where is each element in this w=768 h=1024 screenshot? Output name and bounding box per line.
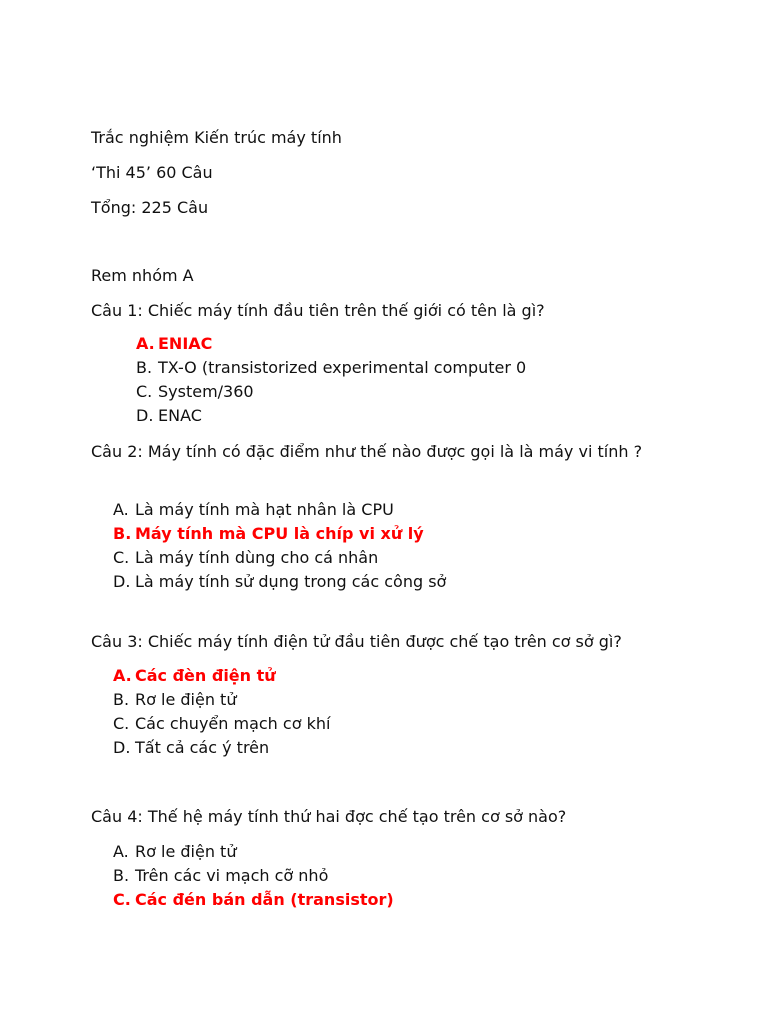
option-letter: A. [113, 666, 132, 685]
option-text: Tất cả các ý trên [135, 738, 270, 757]
option-2c [113, 546, 446, 570]
option-1c [136, 380, 526, 404]
question-2: Câu 2: Máy tính có đặc điểm như thế nào được gọi là là máy vi tính ? [91, 442, 643, 461]
question-3: Câu 3: Chiếc máy tính điện tử đầu tiên được chế tạo trên cơ sở gì? [91, 632, 622, 651]
option-4a [113, 840, 394, 864]
option-letter: C. [113, 890, 131, 909]
option-text: TX-O (transistorized experimental computer 0 [158, 358, 527, 377]
question-2-options [113, 498, 446, 594]
option-letter: C. [136, 382, 153, 401]
option-letter: D. [136, 406, 154, 425]
option-text: ENAC [158, 406, 202, 425]
option-text: Máy tính mà CPU là chíp vi xử lý [135, 524, 424, 543]
option-letter: B. [113, 524, 132, 543]
option-text: Các đèn điện tử [135, 666, 276, 685]
option-letter: A. [136, 334, 155, 353]
option-letter: B. [113, 690, 130, 709]
option-letter: A. [113, 842, 129, 861]
exam-info: ‘Thi 45’ 60 Câu [91, 163, 213, 182]
option-2a [113, 498, 446, 522]
option-1d [136, 404, 526, 428]
option-2b [113, 522, 446, 546]
option-text: Các chuyển mạch cơ khí [135, 714, 331, 733]
option-letter: B. [113, 866, 130, 885]
option-1a [136, 332, 526, 356]
option-letter: C. [113, 548, 130, 567]
option-letter: A. [113, 500, 129, 519]
option-text: System/360 [158, 382, 254, 401]
group-label: Rem nhóm A [91, 266, 194, 285]
option-letter: D. [113, 738, 131, 757]
option-text: Các đén bán dẫn (transistor) [135, 890, 394, 909]
option-3c [113, 712, 330, 736]
option-text: Rơ le điện tử [135, 842, 237, 861]
option-text: ENIAC [158, 334, 213, 353]
document-title: Trắc nghiệm Kiến trúc máy tính [91, 128, 342, 147]
option-4c [113, 888, 394, 912]
question-4: Câu 4: Thế hệ máy tính thứ hai đợc chế tạo trên cơ sở nào? [91, 807, 567, 826]
option-1b [136, 356, 526, 380]
option-3a [113, 664, 330, 688]
option-letter: B. [136, 358, 153, 377]
question-1-options [136, 332, 526, 428]
option-letter: D. [113, 572, 131, 591]
option-text: Rơ le điện tử [135, 690, 237, 709]
question-3-options [113, 664, 330, 760]
option-text: Là máy tính dùng cho cá nhân [135, 548, 379, 567]
option-3d [113, 736, 330, 760]
option-letter: C. [113, 714, 130, 733]
option-text: Trên các vi mạch cỡ nhỏ [135, 866, 329, 885]
total-questions: Tổng: 225 Câu [91, 198, 209, 217]
option-text: Là máy tính mà hạt nhân là CPU [135, 500, 394, 519]
option-2d [113, 570, 446, 594]
option-3b [113, 688, 330, 712]
question-4-options [113, 840, 394, 912]
option-4b [113, 864, 394, 888]
question-1: Câu 1: Chiếc máy tính đầu tiên trên thế giới có tên là gì? [91, 301, 545, 320]
option-text: Là máy tính sử dụng trong các công sở [135, 572, 447, 591]
